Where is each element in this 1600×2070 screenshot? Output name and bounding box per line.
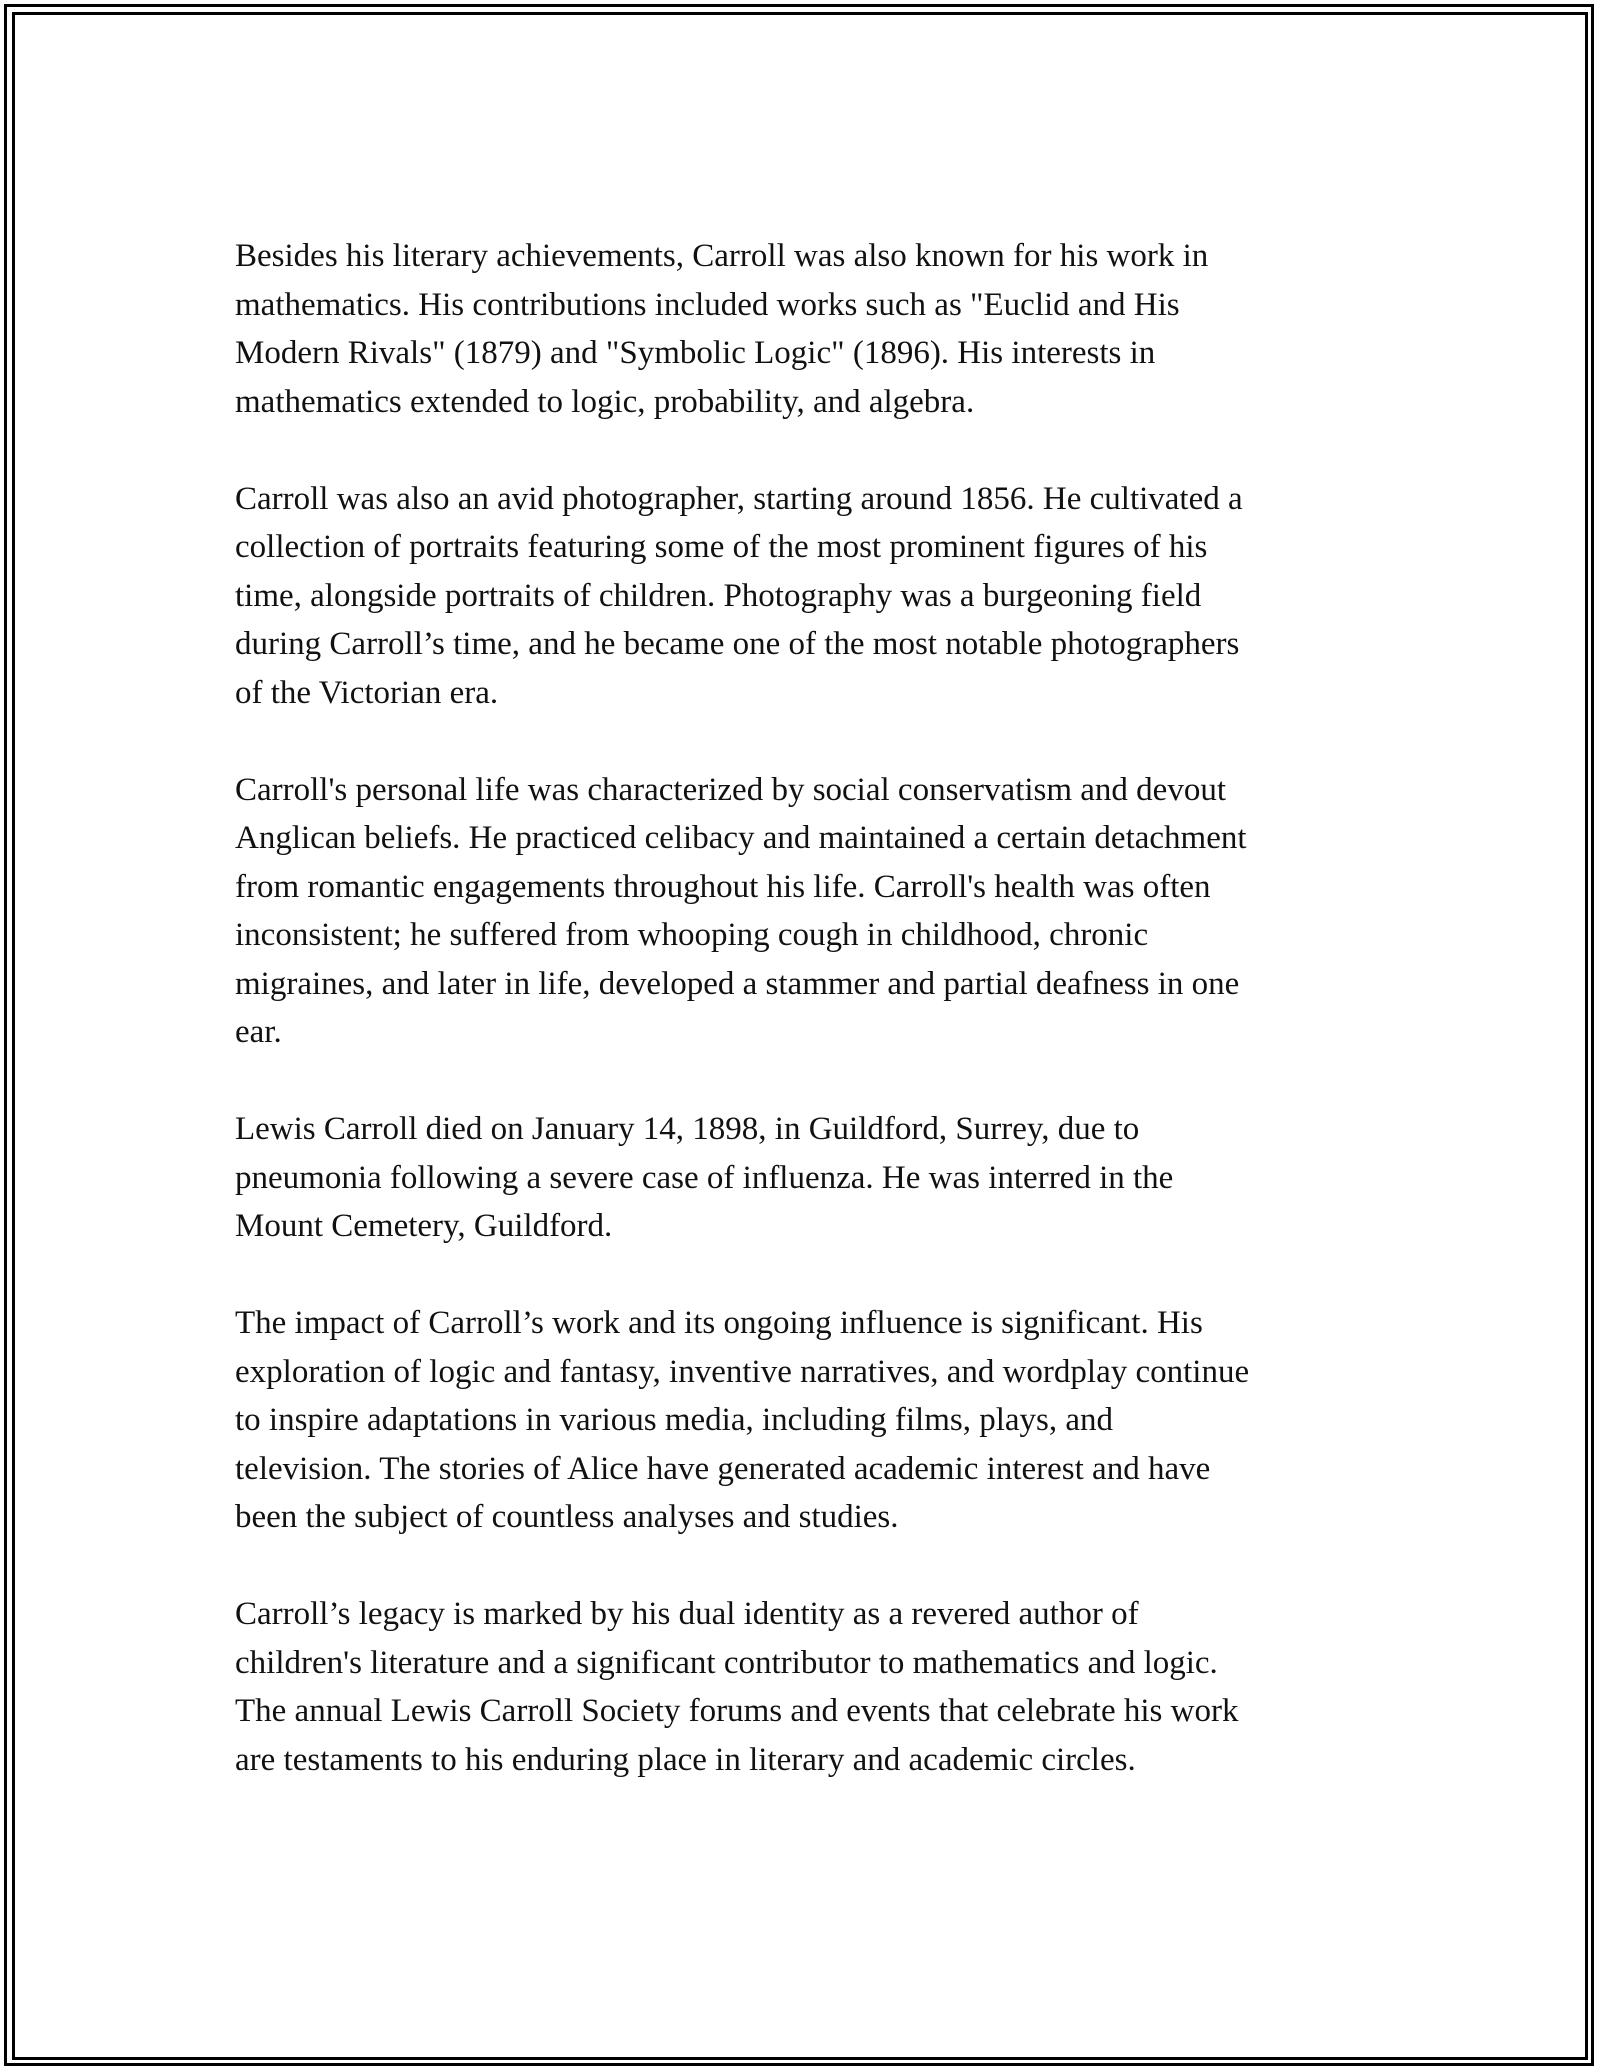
paragraph-death: Lewis Carroll died on January 14, 1898, in Guildford, Surrey, due to pneumonia following a severe case of influenza. He was interred in the Mount Cemetery, Guildford. [235,1111,1174,1244]
paragraph-photography: Carroll was also an avid photographer, starting around 1856. He cultivated a collection of portraits featuring some of the most prominent figures of his time, alongside portraits of children. Photography was a burgeoning field during Carroll’s time, and he became one of the most notable photographers of the Victorian era. [235,480,1243,711]
paragraph-legacy: Carroll’s legacy is marked by his dual identity as a revered author of children's literature and a significant contributor to mathematics and logic. The annual Lewis Carroll Society forums and events that celebrate his work are testaments to his enduring place in literary and academic circles. [235,1596,1239,1778]
document-body [235,232,1375,1833]
paragraph-impact: The impact of Carroll’s work and its ongoing influence is significant. His exploration of logic and fantasy, inventive narratives, and wordplay continue to inspire adaptations in various media, including films, plays, and television. The stories of Alice have generated academic interest and have been the subject of countless analyses and studies. [235,1305,1250,1535]
paragraph-personal-life: Carroll's personal life was characterized by social conservatism and devout Anglican beliefs. He practiced celibacy and maintained a certain detachment from romantic engagements throughout his life. Carroll's health was often inconsistent; he suffered from whooping cough in childhood, chronic migraines, and later in life, developed a stammer and partial deafness in one ear. [235,771,1247,1050]
paragraph-mathematics: Besides his literary achievements, Carroll was also known for his work in mathematics. His contributions included works such as "Euclid and His Modern Rivals" (1879) and "Symbolic Logic" (1896). His interests in mathematics extended to logic, probability, and algebra. [235,238,1209,420]
